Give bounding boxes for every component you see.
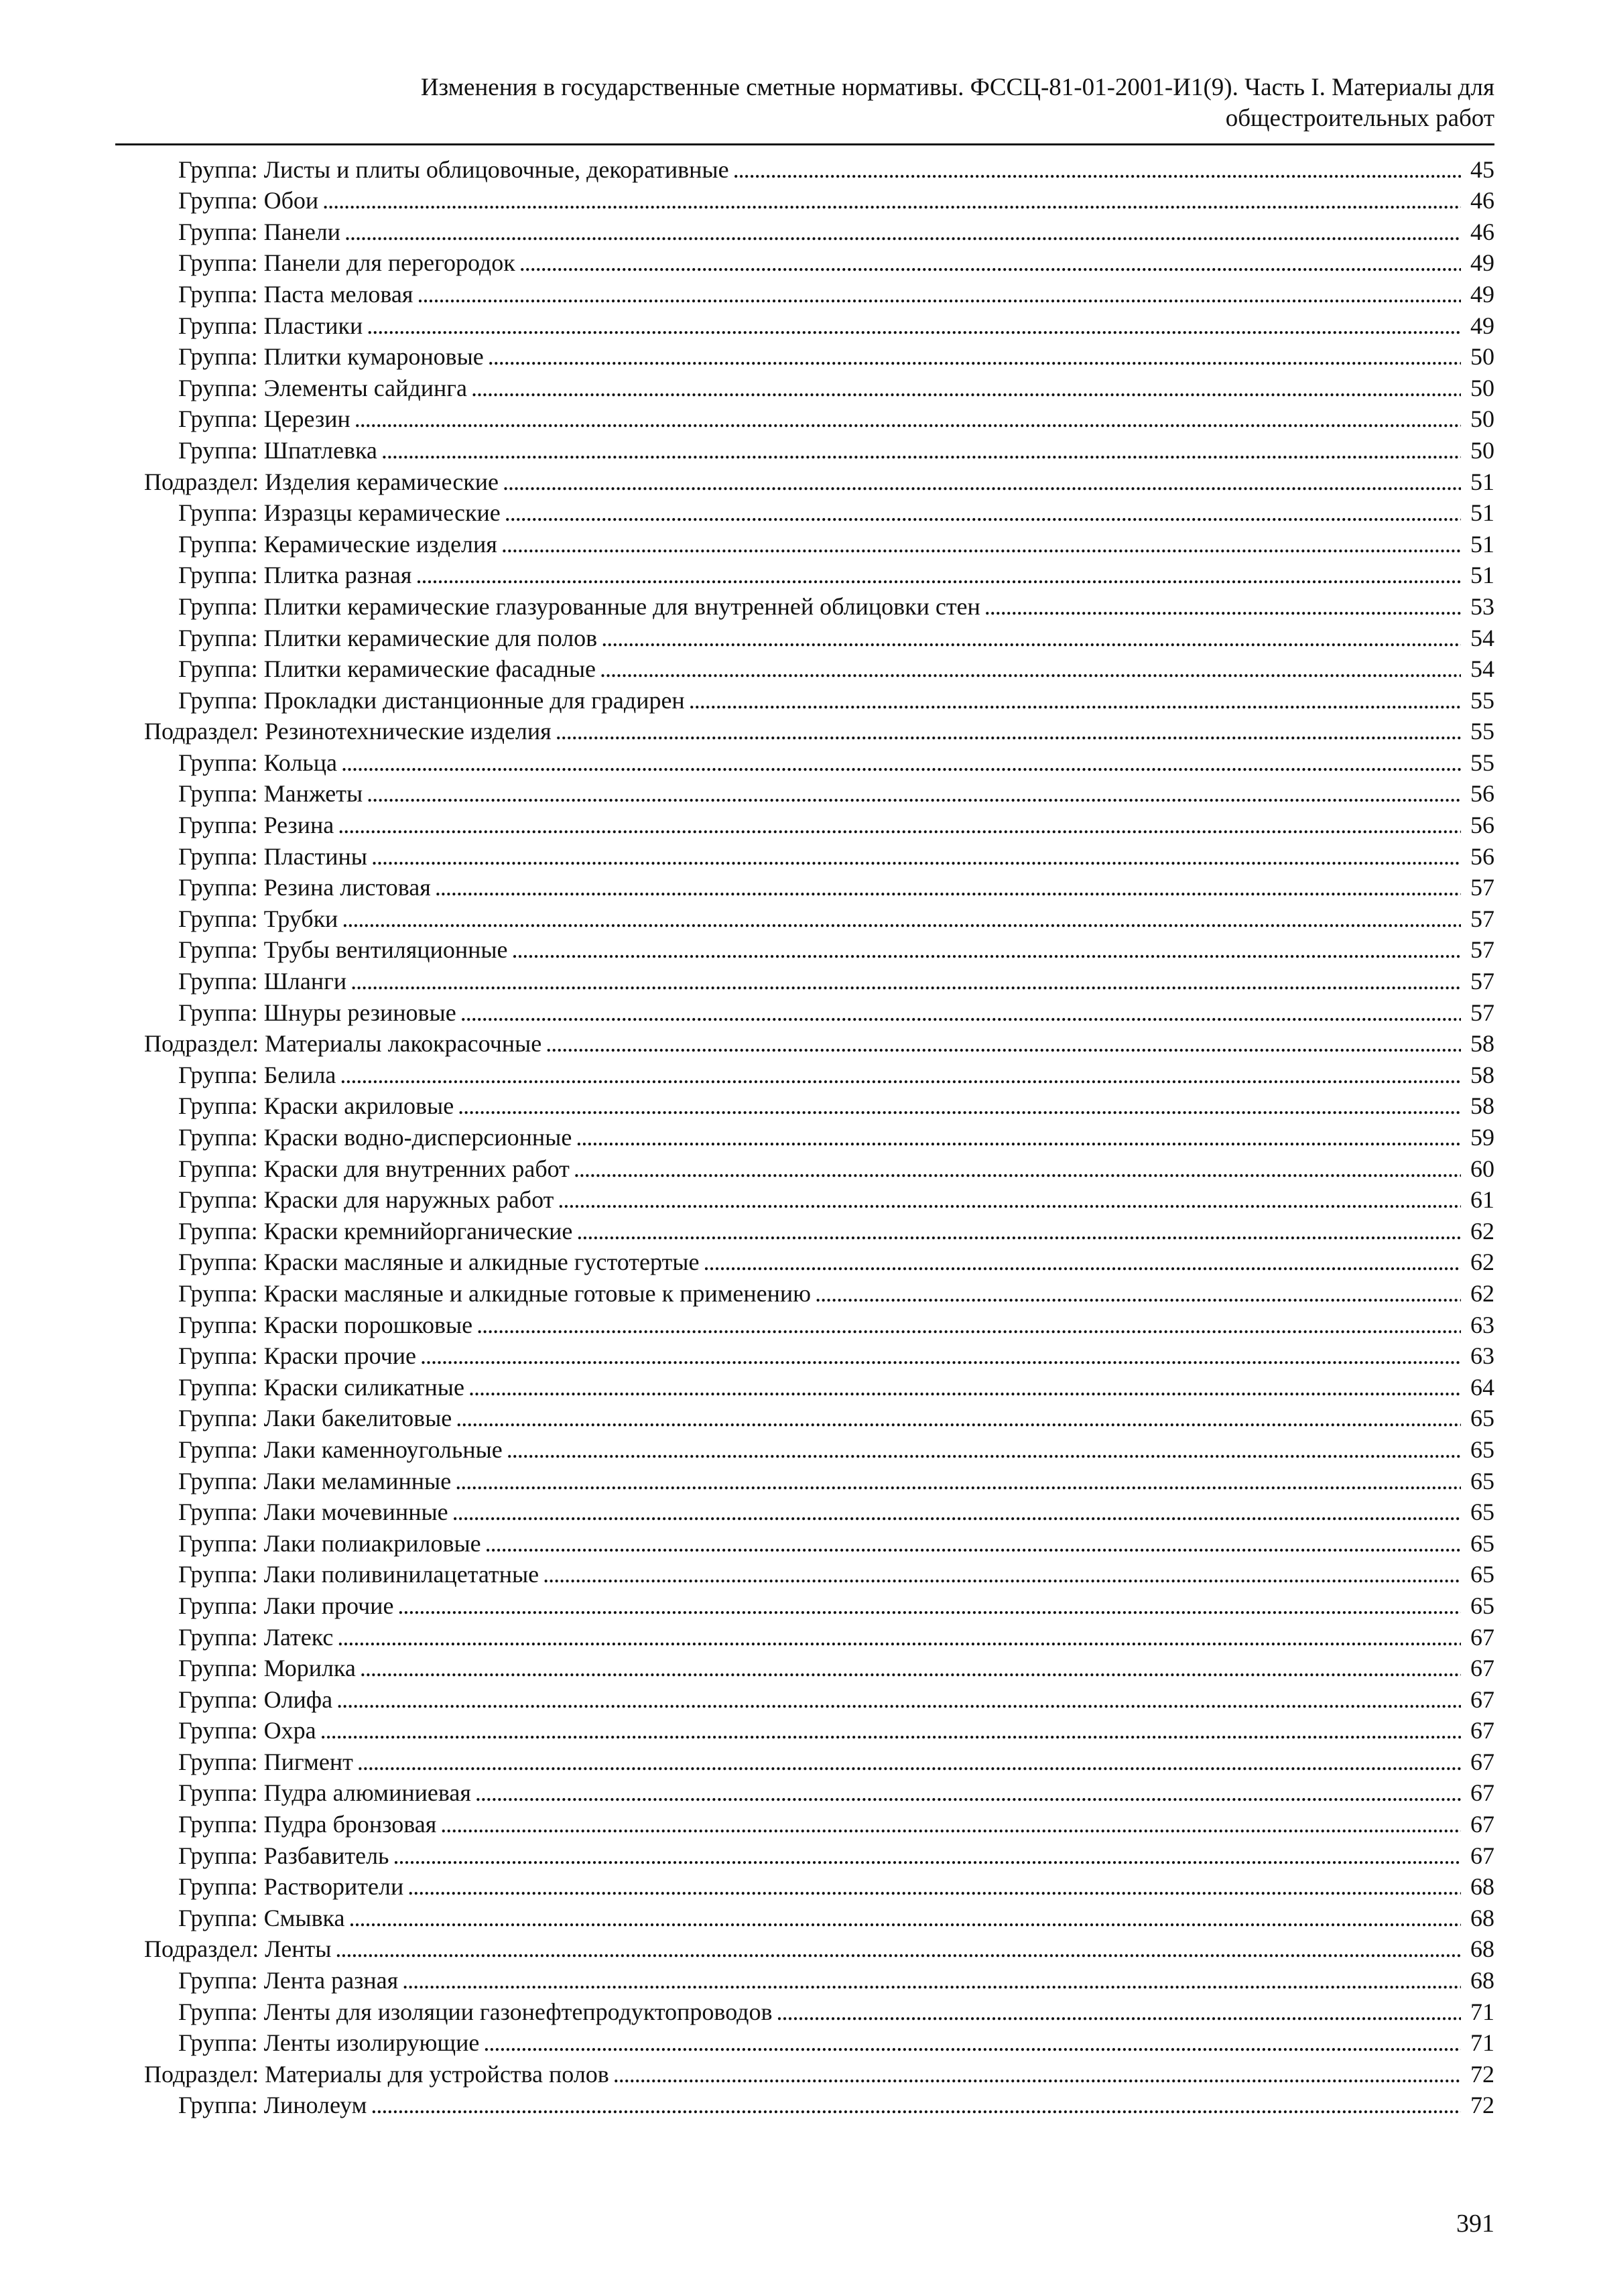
toc-entry-page: 65 <box>1470 1561 1494 1588</box>
toc-entry-page: 55 <box>1470 686 1494 714</box>
toc-entry-label: Группа: Краски для внутренних работ <box>178 1155 570 1182</box>
toc-group-entry <box>144 1338 1494 1370</box>
toc-entry-page: 45 <box>1470 155 1494 183</box>
toc-group-entry <box>144 1744 1494 1775</box>
dot-leader <box>613 2061 1461 2088</box>
toc-group-entry <box>144 870 1494 901</box>
dot-leader <box>407 1873 1461 1900</box>
toc-group-entry <box>144 901 1494 932</box>
toc-entry-label: Группа: Краски порошковые <box>178 1311 473 1338</box>
toc-entry-label: Группа: Лаки прочие <box>178 1592 394 1619</box>
toc-entry-page: 72 <box>1470 2060 1494 2088</box>
toc-entry-page: 57 <box>1470 968 1494 995</box>
toc-entry-label: Группа: Лаки поливинилацетатные <box>178 1561 539 1588</box>
toc-entry-label: Группа: Резина <box>178 812 334 839</box>
toc-entry-label: Группа: Прокладки дистанционные для градирен <box>178 686 685 714</box>
dot-leader <box>488 343 1461 370</box>
header-rule <box>115 143 1494 145</box>
toc-group-entry <box>144 963 1494 995</box>
toc-group-entry <box>144 1245 1494 1276</box>
dot-leader <box>440 1811 1461 1838</box>
toc-entry-page: 60 <box>1470 1155 1494 1182</box>
toc-entry-page: 54 <box>1470 624 1494 651</box>
toc-entry-label: Подраздел: Изделия керамические <box>144 468 499 495</box>
toc-group-entry <box>144 620 1494 651</box>
toc-entry-page: 63 <box>1470 1342 1494 1370</box>
toc-entry-label: Группа: Изразцы керамические <box>178 499 501 527</box>
toc-entry-label: Группа: Латекс <box>178 1623 334 1651</box>
dot-leader <box>415 562 1461 588</box>
toc-group-entry <box>144 1994 1494 2025</box>
toc-entry-label: Группа: Краски масляные и алкидные густотертые <box>178 1249 700 1276</box>
toc-entry-label: Группа: Охра <box>178 1717 316 1744</box>
toc-group-entry <box>144 776 1494 808</box>
toc-entry-label: Группа: Пигмент <box>178 1748 353 1775</box>
toc-entry-page: 50 <box>1470 405 1494 433</box>
dot-leader <box>576 1124 1461 1151</box>
dot-leader <box>600 655 1461 682</box>
toc-entry-page: 56 <box>1470 812 1494 839</box>
toc-group-entry <box>144 1651 1494 1682</box>
toc-entry-label: Группа: Церезин <box>178 405 350 433</box>
dot-leader <box>471 375 1461 401</box>
toc-group-entry <box>144 214 1494 245</box>
dot-leader <box>475 1779 1461 1806</box>
toc-entry-page: 55 <box>1470 749 1494 776</box>
toc-group-entry <box>144 1182 1494 1214</box>
toc-entry-page: 68 <box>1470 1967 1494 1994</box>
dot-leader <box>320 1717 1461 1744</box>
toc-entry-label: Группа: Морилка <box>178 1655 356 1682</box>
toc-entry-label: Группа: Манжеты <box>178 780 363 808</box>
toc-entry-label: Группа: Пластики <box>178 312 363 339</box>
toc-group-entry <box>144 838 1494 870</box>
toc-entry-page: 71 <box>1470 1998 1494 2025</box>
toc-section-entry <box>144 1026 1494 1058</box>
dot-leader <box>558 1186 1461 1213</box>
toc-group-entry <box>144 1057 1494 1088</box>
toc-group-entry <box>144 276 1494 308</box>
toc-entry-label: Группа: Лаки бакелитовые <box>178 1405 452 1432</box>
toc-entry-page: 71 <box>1470 2029 1494 2057</box>
dot-leader <box>420 1342 1461 1369</box>
toc-entry-page: 57 <box>1470 874 1494 901</box>
dot-leader <box>456 1405 1461 1431</box>
dot-leader <box>335 1935 1461 1962</box>
toc-entry-page: 62 <box>1470 1217 1494 1245</box>
toc-entry-label: Подраздел: Материалы лакокрасочные <box>144 1030 542 1058</box>
toc-entry-label: Группа: Кольца <box>178 749 337 776</box>
dot-leader <box>460 999 1461 1026</box>
toc-entry-page: 49 <box>1470 249 1494 277</box>
toc-entry-page: 67 <box>1470 1842 1494 1869</box>
toc-entry-page: 50 <box>1470 343 1494 371</box>
toc-entry-label: Группа: Краски для наружных работ <box>178 1186 554 1214</box>
dot-leader <box>402 1967 1461 1994</box>
dot-leader <box>344 218 1461 245</box>
header-title-line1: Изменения в государственные сметные нормативы. ФССЦ-81-01-2001-И1(9). Часть I. Материалы для <box>420 74 1494 101</box>
toc-group-entry <box>144 1713 1494 1744</box>
toc-entry-page: 68 <box>1470 1935 1494 1963</box>
toc-group-entry <box>144 183 1494 214</box>
toc-group-entry <box>144 1307 1494 1338</box>
dot-leader <box>337 1624 1461 1651</box>
toc-entry-label: Группа: Олифа <box>178 1685 333 1713</box>
toc-group-entry <box>144 745 1494 776</box>
dot-leader <box>360 1655 1461 1681</box>
toc-entry-page: 58 <box>1470 1092 1494 1120</box>
toc-entry-page: 72 <box>1470 2092 1494 2119</box>
toc-group-entry <box>144 1401 1494 1432</box>
toc-entry-label: Группа: Лента разная <box>178 1967 399 1994</box>
toc-group-entry <box>144 1838 1494 1869</box>
dot-leader <box>381 437 1461 464</box>
dot-leader <box>350 968 1461 995</box>
toc-group-entry <box>144 245 1494 277</box>
toc-entry-page: 58 <box>1470 1030 1494 1058</box>
toc-entry-page: 56 <box>1470 842 1494 870</box>
toc-entry-label: Подраздел: Ленты <box>144 1935 332 1963</box>
toc-group-entry <box>144 1525 1494 1557</box>
toc-entry-page: 67 <box>1470 1811 1494 1838</box>
toc-group-entry <box>144 1151 1494 1182</box>
toc-group-entry <box>144 1275 1494 1307</box>
toc-entry-page: 49 <box>1470 280 1494 308</box>
toc-group-entry <box>144 1431 1494 1463</box>
toc-group-entry <box>144 1463 1494 1494</box>
toc-group-entry <box>144 339 1494 371</box>
toc-entry-label: Группа: Ленты для изоляции газонефтепродуктопроводов <box>178 1998 773 2025</box>
dot-leader <box>340 1062 1461 1088</box>
toc-entry-page: 51 <box>1470 562 1494 589</box>
toc-entry-label: Группа: Обои <box>178 187 319 214</box>
dot-leader <box>507 1436 1461 1463</box>
toc-entry-page: 46 <box>1470 218 1494 245</box>
toc-entry-label: Группа: Лаки полиакриловые <box>178 1529 481 1557</box>
toc-entry-label: Группа: Ленты изолирующие <box>178 2029 480 2057</box>
toc-group-entry <box>144 1369 1494 1401</box>
toc-entry-label: Группа: Краски прочие <box>178 1342 416 1370</box>
toc-entry-label: Группа: Плитки керамические фасадные <box>178 655 596 683</box>
dot-leader <box>435 874 1461 901</box>
toc-entry-label: Группа: Шпатлевка <box>178 436 377 464</box>
dot-leader <box>476 1312 1461 1338</box>
toc-section-entry <box>144 1931 1494 1963</box>
toc-entry-page: 57 <box>1470 999 1494 1026</box>
running-header <box>127 72 1494 134</box>
toc-entry-label: Группа: Лаки меламинные <box>178 1467 452 1494</box>
toc-entry-page: 67 <box>1470 1655 1494 1682</box>
dot-leader <box>455 1468 1461 1494</box>
dot-leader <box>776 1998 1461 2025</box>
toc-group-entry <box>144 1900 1494 1931</box>
toc-group-entry <box>144 1588 1494 1619</box>
toc-entry-label: Группа: Плитка разная <box>178 562 412 589</box>
dot-leader <box>574 1155 1461 1182</box>
toc-section-entry <box>144 714 1494 745</box>
toc-entry-page: 50 <box>1470 374 1494 401</box>
toc-entry-page: 65 <box>1470 1405 1494 1432</box>
header-title-line2: общестроительных работ <box>1225 105 1494 132</box>
toc-entry-page: 63 <box>1470 1311 1494 1338</box>
toc-entry-page: 65 <box>1470 1467 1494 1494</box>
toc-entry-page: 68 <box>1470 1904 1494 1931</box>
dot-leader <box>601 625 1461 651</box>
toc-group-entry <box>144 370 1494 401</box>
toc-entry-label: Группа: Плитки кумароновые <box>178 343 484 371</box>
dot-leader <box>733 156 1461 183</box>
dot-leader <box>468 1374 1461 1401</box>
toc-group-entry <box>144 432 1494 464</box>
toc-entry-page: 55 <box>1470 718 1494 745</box>
toc-entry-page: 65 <box>1470 1592 1494 1619</box>
dot-leader <box>355 405 1461 432</box>
dot-leader <box>336 1686 1461 1713</box>
toc-group-entry <box>144 682 1494 714</box>
toc-entry-label: Группа: Белила <box>178 1061 336 1088</box>
toc-entry-label: Группа: Лаки мочевинные <box>178 1498 448 1526</box>
toc-entry-page: 67 <box>1470 1748 1494 1775</box>
dot-leader <box>543 1561 1461 1588</box>
dot-leader <box>503 468 1461 495</box>
dot-leader <box>357 1748 1461 1775</box>
toc-entry-label: Группа: Резина листовая <box>178 874 431 901</box>
toc-entry-page: 67 <box>1470 1779 1494 1807</box>
toc-entry-page: 49 <box>1470 312 1494 339</box>
dot-leader <box>512 936 1461 963</box>
toc-group-entry <box>144 1494 1494 1526</box>
page-number: 391 <box>1456 2210 1494 2238</box>
dot-leader <box>322 187 1461 214</box>
dot-leader <box>501 531 1461 558</box>
dot-leader <box>458 1092 1461 1119</box>
dot-leader <box>483 2029 1461 2056</box>
toc-group-entry <box>144 1869 1494 1901</box>
toc-group-entry <box>144 308 1494 339</box>
dot-leader <box>367 312 1461 339</box>
toc-entry-label: Группа: Линолеум <box>178 2092 367 2119</box>
toc-entry-label: Группа: Пудра бронзовая <box>178 1811 437 1838</box>
dot-leader <box>393 1842 1461 1869</box>
dot-leader <box>341 749 1461 776</box>
toc-entry-label: Группа: Шнуры резиновые <box>178 999 456 1026</box>
dot-leader <box>815 1280 1461 1307</box>
toc-entry-label: Группа: Панели <box>178 218 341 245</box>
toc-entry-label: Группа: Краски масляные и алкидные готовые к применению <box>178 1279 812 1307</box>
toc-group-entry <box>144 1775 1494 1807</box>
toc-entry-page: 62 <box>1470 1249 1494 1276</box>
toc-group-entry <box>144 1088 1494 1120</box>
toc-group-entry <box>144 1681 1494 1713</box>
toc-group-entry <box>144 1213 1494 1245</box>
dot-leader <box>417 281 1461 308</box>
dot-leader <box>703 1249 1461 1275</box>
toc-group-entry <box>144 401 1494 433</box>
toc-entry-page: 65 <box>1470 1529 1494 1557</box>
toc-entry-page: 59 <box>1470 1124 1494 1151</box>
toc-entry-label: Группа: Лаки каменноугольные <box>178 1436 503 1463</box>
toc-group-entry <box>144 151 1494 183</box>
toc-entry-label: Группа: Керамические изделия <box>178 530 497 558</box>
toc-group-entry <box>144 526 1494 558</box>
toc-entry-page: 67 <box>1470 1623 1494 1651</box>
toc-entry-page: 58 <box>1470 1061 1494 1088</box>
toc-section-entry <box>144 464 1494 495</box>
toc-entry-label: Группа: Пудра алюминиевая <box>178 1779 471 1807</box>
dot-leader <box>397 1592 1461 1619</box>
toc-entry-page: 64 <box>1470 1373 1494 1401</box>
dot-leader <box>576 1218 1461 1245</box>
toc-entry-label: Группа: Краски водно-дисперсионные <box>178 1124 572 1151</box>
toc-group-entry <box>144 932 1494 964</box>
toc-entry-page: 51 <box>1470 468 1494 495</box>
toc-entry-label: Группа: Элементы сайдинга <box>178 374 468 401</box>
toc-entry-label: Группа: Пластины <box>178 842 367 870</box>
toc-entry-page: 67 <box>1470 1685 1494 1713</box>
toc-entry-page: 57 <box>1470 905 1494 932</box>
table-of-contents <box>144 151 1494 2118</box>
toc-entry-label: Группа: Трубы вентиляционные <box>178 936 508 964</box>
dot-leader <box>371 843 1461 870</box>
toc-group-entry <box>144 1962 1494 1994</box>
toc-group-entry <box>144 558 1494 589</box>
dot-leader <box>452 1498 1461 1525</box>
dot-leader <box>371 2092 1461 2118</box>
toc-entry-page: 57 <box>1470 936 1494 964</box>
toc-group-entry <box>144 2088 1494 2119</box>
dot-leader <box>505 499 1461 526</box>
toc-entry-page: 65 <box>1470 1436 1494 1463</box>
toc-entry-label: Группа: Панели для перегородок <box>178 249 515 277</box>
toc-entry-label: Подраздел: Материалы для устройства полов <box>144 2060 609 2088</box>
toc-entry-label: Группа: Краски кремнийорганические <box>178 1217 573 1245</box>
toc-entry-page: 68 <box>1470 1873 1494 1901</box>
toc-entry-page: 62 <box>1470 1279 1494 1307</box>
toc-entry-page: 54 <box>1470 655 1494 683</box>
dot-leader <box>689 687 1461 714</box>
toc-entry-page: 50 <box>1470 436 1494 464</box>
toc-group-entry <box>144 588 1494 620</box>
toc-section-entry <box>144 2056 1494 2088</box>
dot-leader <box>348 1905 1461 1931</box>
toc-group-entry <box>144 2025 1494 2057</box>
toc-group-entry <box>144 1557 1494 1588</box>
dot-leader <box>556 718 1461 745</box>
toc-entry-page: 53 <box>1470 592 1494 620</box>
dot-leader <box>984 593 1461 620</box>
toc-group-entry <box>144 1119 1494 1151</box>
toc-entry-label: Группа: Плитки керамические для полов <box>178 624 598 651</box>
toc-entry-label: Группа: Разбавитель <box>178 1842 389 1869</box>
toc-group-entry <box>144 495 1494 527</box>
toc-entry-label: Группа: Краски силикатные <box>178 1373 464 1401</box>
toc-entry-page: 61 <box>1470 1186 1494 1214</box>
toc-entry-page: 51 <box>1470 530 1494 558</box>
toc-entry-label: Группа: Паста меловая <box>178 280 413 308</box>
toc-entry-label: Группа: Плитки керамические глазурованные для внутренней облицовки стен <box>178 592 980 620</box>
toc-group-entry <box>144 651 1494 683</box>
dot-leader <box>519 249 1461 276</box>
dot-leader <box>338 812 1461 838</box>
toc-entry-label: Группа: Растворители <box>178 1873 404 1901</box>
toc-entry-page: 65 <box>1470 1498 1494 1526</box>
toc-entry-page: 56 <box>1470 780 1494 808</box>
dot-leader <box>367 780 1461 807</box>
dot-leader <box>485 1530 1461 1557</box>
dot-leader <box>342 905 1461 932</box>
toc-group-entry <box>144 1806 1494 1838</box>
toc-entry-page: 67 <box>1470 1717 1494 1744</box>
toc-group-entry <box>144 1619 1494 1651</box>
toc-entry-page: 51 <box>1470 499 1494 527</box>
toc-entry-label: Группа: Шланги <box>178 968 347 995</box>
toc-entry-label: Группа: Смывка <box>178 1904 345 1931</box>
toc-entry-label: Группа: Листы и плиты облицовочные, декоративные <box>178 155 729 183</box>
toc-entry-label: Группа: Краски акриловые <box>178 1092 454 1120</box>
dot-leader <box>546 1030 1461 1057</box>
toc-group-entry <box>144 995 1494 1026</box>
toc-group-entry <box>144 807 1494 838</box>
toc-entry-label: Группа: Трубки <box>178 905 338 932</box>
toc-entry-label: Подраздел: Резинотехнические изделия <box>144 718 552 745</box>
toc-entry-page: 46 <box>1470 187 1494 214</box>
